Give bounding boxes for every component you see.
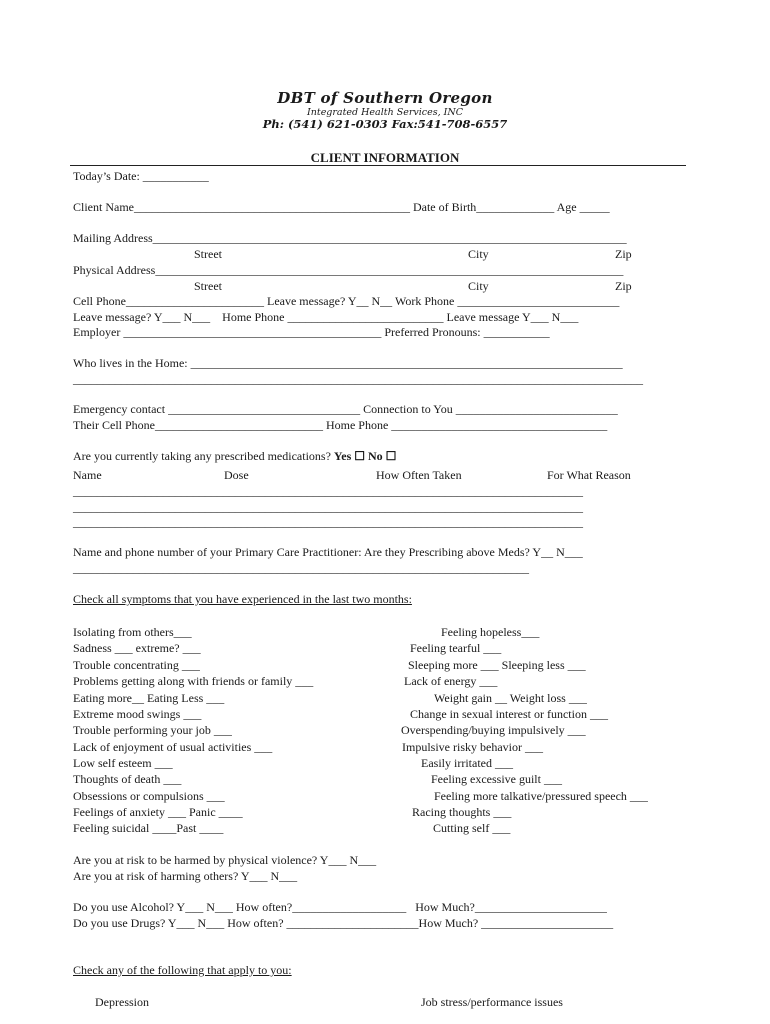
symptom-item[interactable]: Impulsive risky behavior ___	[402, 740, 543, 754]
who-lives-field-line2[interactable]: _______________________________________________________________________________________________	[73, 372, 643, 386]
symptom-item[interactable]: Thoughts of death ___	[73, 772, 182, 786]
symptom-item[interactable]: Lack of energy ___	[404, 674, 498, 688]
home-phone-field[interactable]: Leave message? Y___ N___ Home Phone __________________________ Leave message Y___ N___	[73, 310, 579, 324]
symptom-item[interactable]: Sleeping more ___ Sleeping less ___	[408, 658, 586, 672]
violence-risk-question[interactable]: Are you at risk to be harmed by physical violence? Y___ N___	[73, 853, 377, 867]
client-name-dob-age-field[interactable]: Client Name______________________________________________ Date of Birth_____________ Age _____	[73, 200, 610, 214]
med-column-reason: For What Reason	[547, 468, 631, 482]
symptom-item[interactable]: Eating more__ Eating Less ___	[73, 691, 225, 705]
who-lives-field[interactable]: Who lives in the Home: ________________________________________________________________________	[73, 356, 623, 370]
med-entry-line[interactable]: _____________________________________________________________________________________	[73, 500, 583, 514]
physical-zip-label: Zip	[615, 279, 632, 293]
symptom-item[interactable]: Feeling suicidal ____Past ____	[73, 821, 224, 835]
org-phone-fax: Ph: (541) 621-0303 Fax:541-708-6557	[262, 117, 508, 131]
apply-item-depression[interactable]: Depression	[95, 995, 149, 1009]
symptom-item[interactable]: Overspending/buying impulsively ___	[401, 723, 586, 737]
pcp-question[interactable]: Name and phone number of your Primary Care Practitioner: Are they Prescribing above Meds? Y__ N___	[73, 545, 583, 559]
symptom-item[interactable]: Lack of enjoyment of usual activities ___	[73, 740, 273, 754]
med-entry-line[interactable]: _____________________________________________________________________________________	[73, 515, 583, 529]
cell-work-phone-field[interactable]: Cell Phone_______________________ Leave message? Y__ N__ Work Phone ___________________________	[73, 294, 620, 308]
symptom-item[interactable]: Sadness ___ extreme? ___	[73, 641, 201, 655]
symptom-item[interactable]: Problems getting along with friends or family ___	[73, 674, 314, 688]
symptom-item[interactable]: Isolating from others___	[73, 625, 192, 639]
apply-heading: Check any of the following that apply to you:	[73, 963, 292, 977]
med-column-dose: Dose	[224, 468, 249, 482]
drug-use-field[interactable]: Do you use Drugs? Y___ N___ How often? ______________________How Much? ______________________	[73, 916, 614, 930]
medications-yes-no-checkboxes[interactable]: Yes ☐ No ☐	[333, 449, 397, 463]
symptom-item[interactable]: Change in sexual interest or function ___	[410, 707, 608, 721]
symptom-item[interactable]: Feeling hopeless___	[441, 625, 540, 639]
apply-item-job-stress[interactable]: Job stress/performance issues	[421, 995, 563, 1009]
symptom-item[interactable]: Cutting self ___	[433, 821, 511, 835]
symptom-item[interactable]: Racing thoughts ___	[412, 805, 512, 819]
mailing-city-label: City	[468, 247, 489, 261]
symptom-item[interactable]: Feeling more talkative/pressured speech ___	[434, 789, 648, 803]
symptom-item[interactable]: Obsessions or compulsions ___	[73, 789, 225, 803]
physical-address-field[interactable]: Physical Address______________________________________________________________________________	[73, 263, 624, 277]
form-title: CLIENT INFORMATION	[310, 150, 460, 165]
employer-pronouns-field[interactable]: Employer ___________________________________________ Preferred Pronouns: ___________	[73, 325, 550, 339]
mailing-street-label: Street	[194, 247, 222, 261]
org-name: DBT of Southern Oregon	[277, 89, 493, 107]
symptom-item[interactable]: Low self esteem ___	[73, 756, 173, 770]
pcp-field[interactable]: ____________________________________________________________________________	[73, 561, 529, 575]
symptom-item[interactable]: Trouble concentrating ___	[73, 658, 200, 672]
med-column-often: How Often Taken	[376, 468, 462, 482]
alcohol-use-field[interactable]: Do you use Alcohol? Y___ N___ How often?___________________ How Much?______________________	[73, 900, 607, 914]
medications-question	[73, 449, 396, 463]
todays-date-field[interactable]: Today’s Date: ___________	[73, 169, 209, 183]
symptom-item[interactable]: Feelings of anxiety ___ Panic ____	[73, 805, 243, 819]
symptom-item[interactable]: Feeling excessive guilt ___	[431, 772, 562, 786]
harm-others-question[interactable]: Are you at risk of harming others? Y___ N___	[73, 869, 298, 883]
title-divider	[70, 165, 686, 166]
symptom-item[interactable]: Weight gain __ Weight loss ___	[434, 691, 587, 705]
medications-question-text: Are you currently taking any prescribed medications?	[73, 449, 331, 463]
physical-city-label: City	[468, 279, 489, 293]
emergency-phones-field[interactable]: Their Cell Phone____________________________ Home Phone ____________________________________	[73, 418, 608, 432]
med-column-name: Name	[73, 468, 102, 482]
symptoms-heading: Check all symptoms that you have experienced in the last two months:	[73, 592, 412, 606]
symptom-item[interactable]: Feeling tearful ___	[410, 641, 502, 655]
symptom-item[interactable]: Trouble performing your job ___	[73, 723, 232, 737]
med-entry-line[interactable]: _____________________________________________________________________________________	[73, 484, 583, 498]
symptom-item[interactable]: Extreme mood swings ___	[73, 707, 202, 721]
mailing-zip-label: Zip	[615, 247, 632, 261]
emergency-contact-field[interactable]: Emergency contact ________________________________ Connection to You ___________________________	[73, 402, 618, 416]
mailing-address-field[interactable]: Mailing Address_______________________________________________________________________________	[73, 231, 627, 245]
symptom-item[interactable]: Easily irritated ___	[421, 756, 513, 770]
org-subtitle: Integrated Health Services, INC	[307, 107, 463, 118]
physical-street-label: Street	[194, 279, 222, 293]
